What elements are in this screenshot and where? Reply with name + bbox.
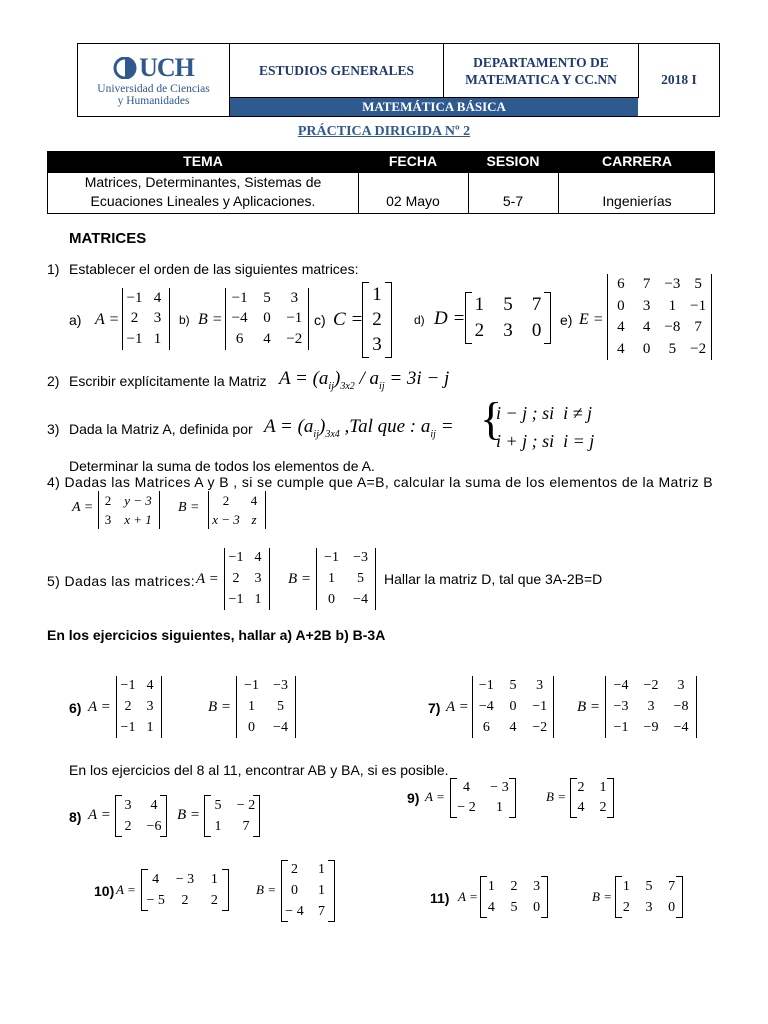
theme-table (47, 151, 715, 214)
q8-number: 8) (69, 809, 82, 825)
q9-number: 9) (407, 790, 420, 806)
q3-follow: Determinar la suma de todos los elementos de A. (69, 458, 375, 474)
q8a-name: A = (88, 807, 111, 823)
q3-case-2: i + j ; si i = j (496, 431, 595, 451)
q5-text: 5) Dadas las matrices: (47, 573, 196, 589)
q1-matrix-d: 1 5 7 2 3 0 (465, 292, 551, 344)
q4a-name: A = (72, 500, 94, 515)
university-name-1: Universidad de Ciencias (97, 83, 210, 95)
q1-matrix-b: −1 5 3 −4 0 −1 6 4 −2 (225, 288, 309, 350)
date-cell: 02 Mayo (386, 193, 440, 209)
q5-tail: Hallar la matriz D, tal que 3A-2B=D (384, 571, 603, 587)
header-carrera: CARRERA (602, 153, 672, 169)
q6-matrix-b: −1 −3 1 5 0 −4 (236, 676, 296, 738)
q1d-label: d) (414, 313, 425, 327)
q2-formula: $A = (a_{ij})_{3x2} / a_{ij} = 3i - j$ (279, 368, 450, 392)
q5b-name: B = (288, 571, 312, 587)
q1c-name: C = (333, 309, 364, 330)
q7-matrix-b: −4 −2 3 −3 3 −8 −1 −9 −4 (605, 676, 697, 738)
q7-matrix-a: −1 5 3 −4 0 −1 6 4 −2 (472, 676, 554, 738)
logo-text: UCH (139, 53, 194, 82)
q1e-name: E = (579, 311, 604, 328)
q9a-name: A = (425, 789, 445, 804)
q7-number: 7) (428, 700, 441, 716)
career-cell: Ingenierías (602, 193, 672, 209)
q4-matrix-b: 2 4 x − 3 z (208, 491, 266, 529)
q9-matrix-a: 4 − 3 − 2 1 (450, 778, 516, 818)
q2-text: Escribir explícitamente la Matriz (69, 373, 267, 389)
theme-table-row (48, 173, 714, 213)
q1-matrix-a: −1 4 2 3 −1 1 (122, 288, 170, 350)
q11-matrix-a: 1 2 3 4 5 0 (480, 876, 548, 918)
q4-text: 4) Dadas las Matrices A y B , si se cumple que A=B, calcular la suma de los elementos de la Matriz B (47, 474, 714, 490)
q1-matrix-e: 6 7 −3 5 0 3 1 −1 4 4 −8 7 4 0 5 −2 (607, 274, 712, 360)
globe-logo-icon (113, 57, 139, 79)
studies-label: ESTUDIOS GENERALES (259, 63, 414, 78)
header-sesion: SESION (486, 153, 540, 169)
q6-matrix-a: −1 4 2 3 −1 1 (116, 676, 162, 738)
q3-text: Dada la Matriz A, definida por (69, 421, 253, 437)
q5-matrix-b: −1 −3 1 5 0 −4 (316, 548, 376, 610)
q1e-label: e) (560, 312, 573, 328)
header-fecha: FECHA (388, 153, 438, 169)
department-cell (444, 44, 639, 98)
q1a-label: a) (69, 312, 82, 328)
studies-cell (230, 44, 444, 98)
q11a-name: A = (458, 889, 478, 904)
q11-matrix-b: 1 5 7 2 3 0 (615, 876, 683, 918)
course-bar (230, 97, 638, 116)
theme-table-header (48, 152, 714, 173)
q10-number: 10) (94, 883, 115, 899)
topic-line-1: Matrices, Determinantes, Sistemas de (84, 174, 322, 190)
q1c-label: c) (314, 312, 326, 328)
topic-line-2: Ecuaciones Lineales y Aplicaciones. (90, 193, 316, 209)
q1-number: 1) (47, 261, 60, 277)
q1a-name: A = (95, 311, 120, 328)
q1b-label: b) (179, 313, 190, 327)
term-cell (639, 44, 719, 116)
q9b-name: B = (546, 789, 566, 804)
q3-number: 3) (47, 421, 60, 437)
q8-matrix-b: 5 − 2 1 7 (204, 795, 260, 837)
q11b-name: B = (592, 889, 612, 904)
q1b-name: B = (198, 311, 223, 328)
q5a-name: A = (196, 571, 219, 587)
q1-matrix-c: 1 2 3 (362, 282, 392, 358)
q10b-name: B = (256, 882, 276, 897)
q3-case-1: i − j ; si i ≠ j (496, 403, 593, 423)
logo-cell (78, 44, 230, 116)
practice-title: PRÁCTICA DIRIGIDA Nº 2 (297, 124, 471, 139)
q6b-name: B = (208, 699, 232, 715)
instruction-sum: En los ejercicios siguientes, hallar a) A+2B b) B-3A (47, 627, 386, 643)
q6-number: 6) (69, 700, 82, 716)
q2-number: 2) (47, 373, 60, 389)
university-name-2: y Humanidades (117, 95, 190, 107)
q10-matrix-a: 4 − 3 1 − 5 2 2 (141, 869, 229, 911)
session-cell: 5-7 (502, 193, 524, 209)
section-title: MATRICES (69, 230, 147, 247)
header-tema: TEMA (183, 153, 223, 169)
q7a-name: A = (446, 699, 469, 715)
q8b-name: B = (177, 807, 201, 823)
q9-matrix-b: 2 1 4 2 (570, 778, 614, 818)
q6a-name: A = (88, 699, 111, 715)
q11-number: 11) (430, 890, 450, 906)
q5-matrix-a: −1 4 2 3 −1 1 (224, 548, 270, 610)
q7b-name: B = (577, 699, 601, 715)
course-title: MATEMÁTICA BÁSICA (362, 99, 506, 114)
q4b-name: B = (178, 500, 200, 515)
q3-brace: { (480, 393, 503, 444)
q4-matrix-a: 2 y − 3 3 x + 1 (98, 491, 160, 529)
q10-matrix-b: 2 1 0 1 − 4 7 (281, 860, 335, 922)
header-table (77, 43, 720, 117)
q3-formula: $A = (a_{ij})_{3x4}$ ,Tal que : $a_{ij}$ = (264, 416, 454, 440)
q10a-name: A = (116, 882, 136, 897)
q8-matrix-a: 3 4 2 −6 (115, 795, 167, 837)
instruction-product: En los ejercicios del 8 al 11, encontrar AB y BA, si es posible. (69, 762, 449, 778)
q1-text: Establecer el orden de las siguientes matrices: (69, 261, 359, 277)
q1d-name: D = (434, 308, 466, 329)
term-label: 2018 I (661, 72, 697, 87)
department-label: DEPARTAMENTO DE MATEMATICA Y CC.NN (465, 55, 617, 87)
